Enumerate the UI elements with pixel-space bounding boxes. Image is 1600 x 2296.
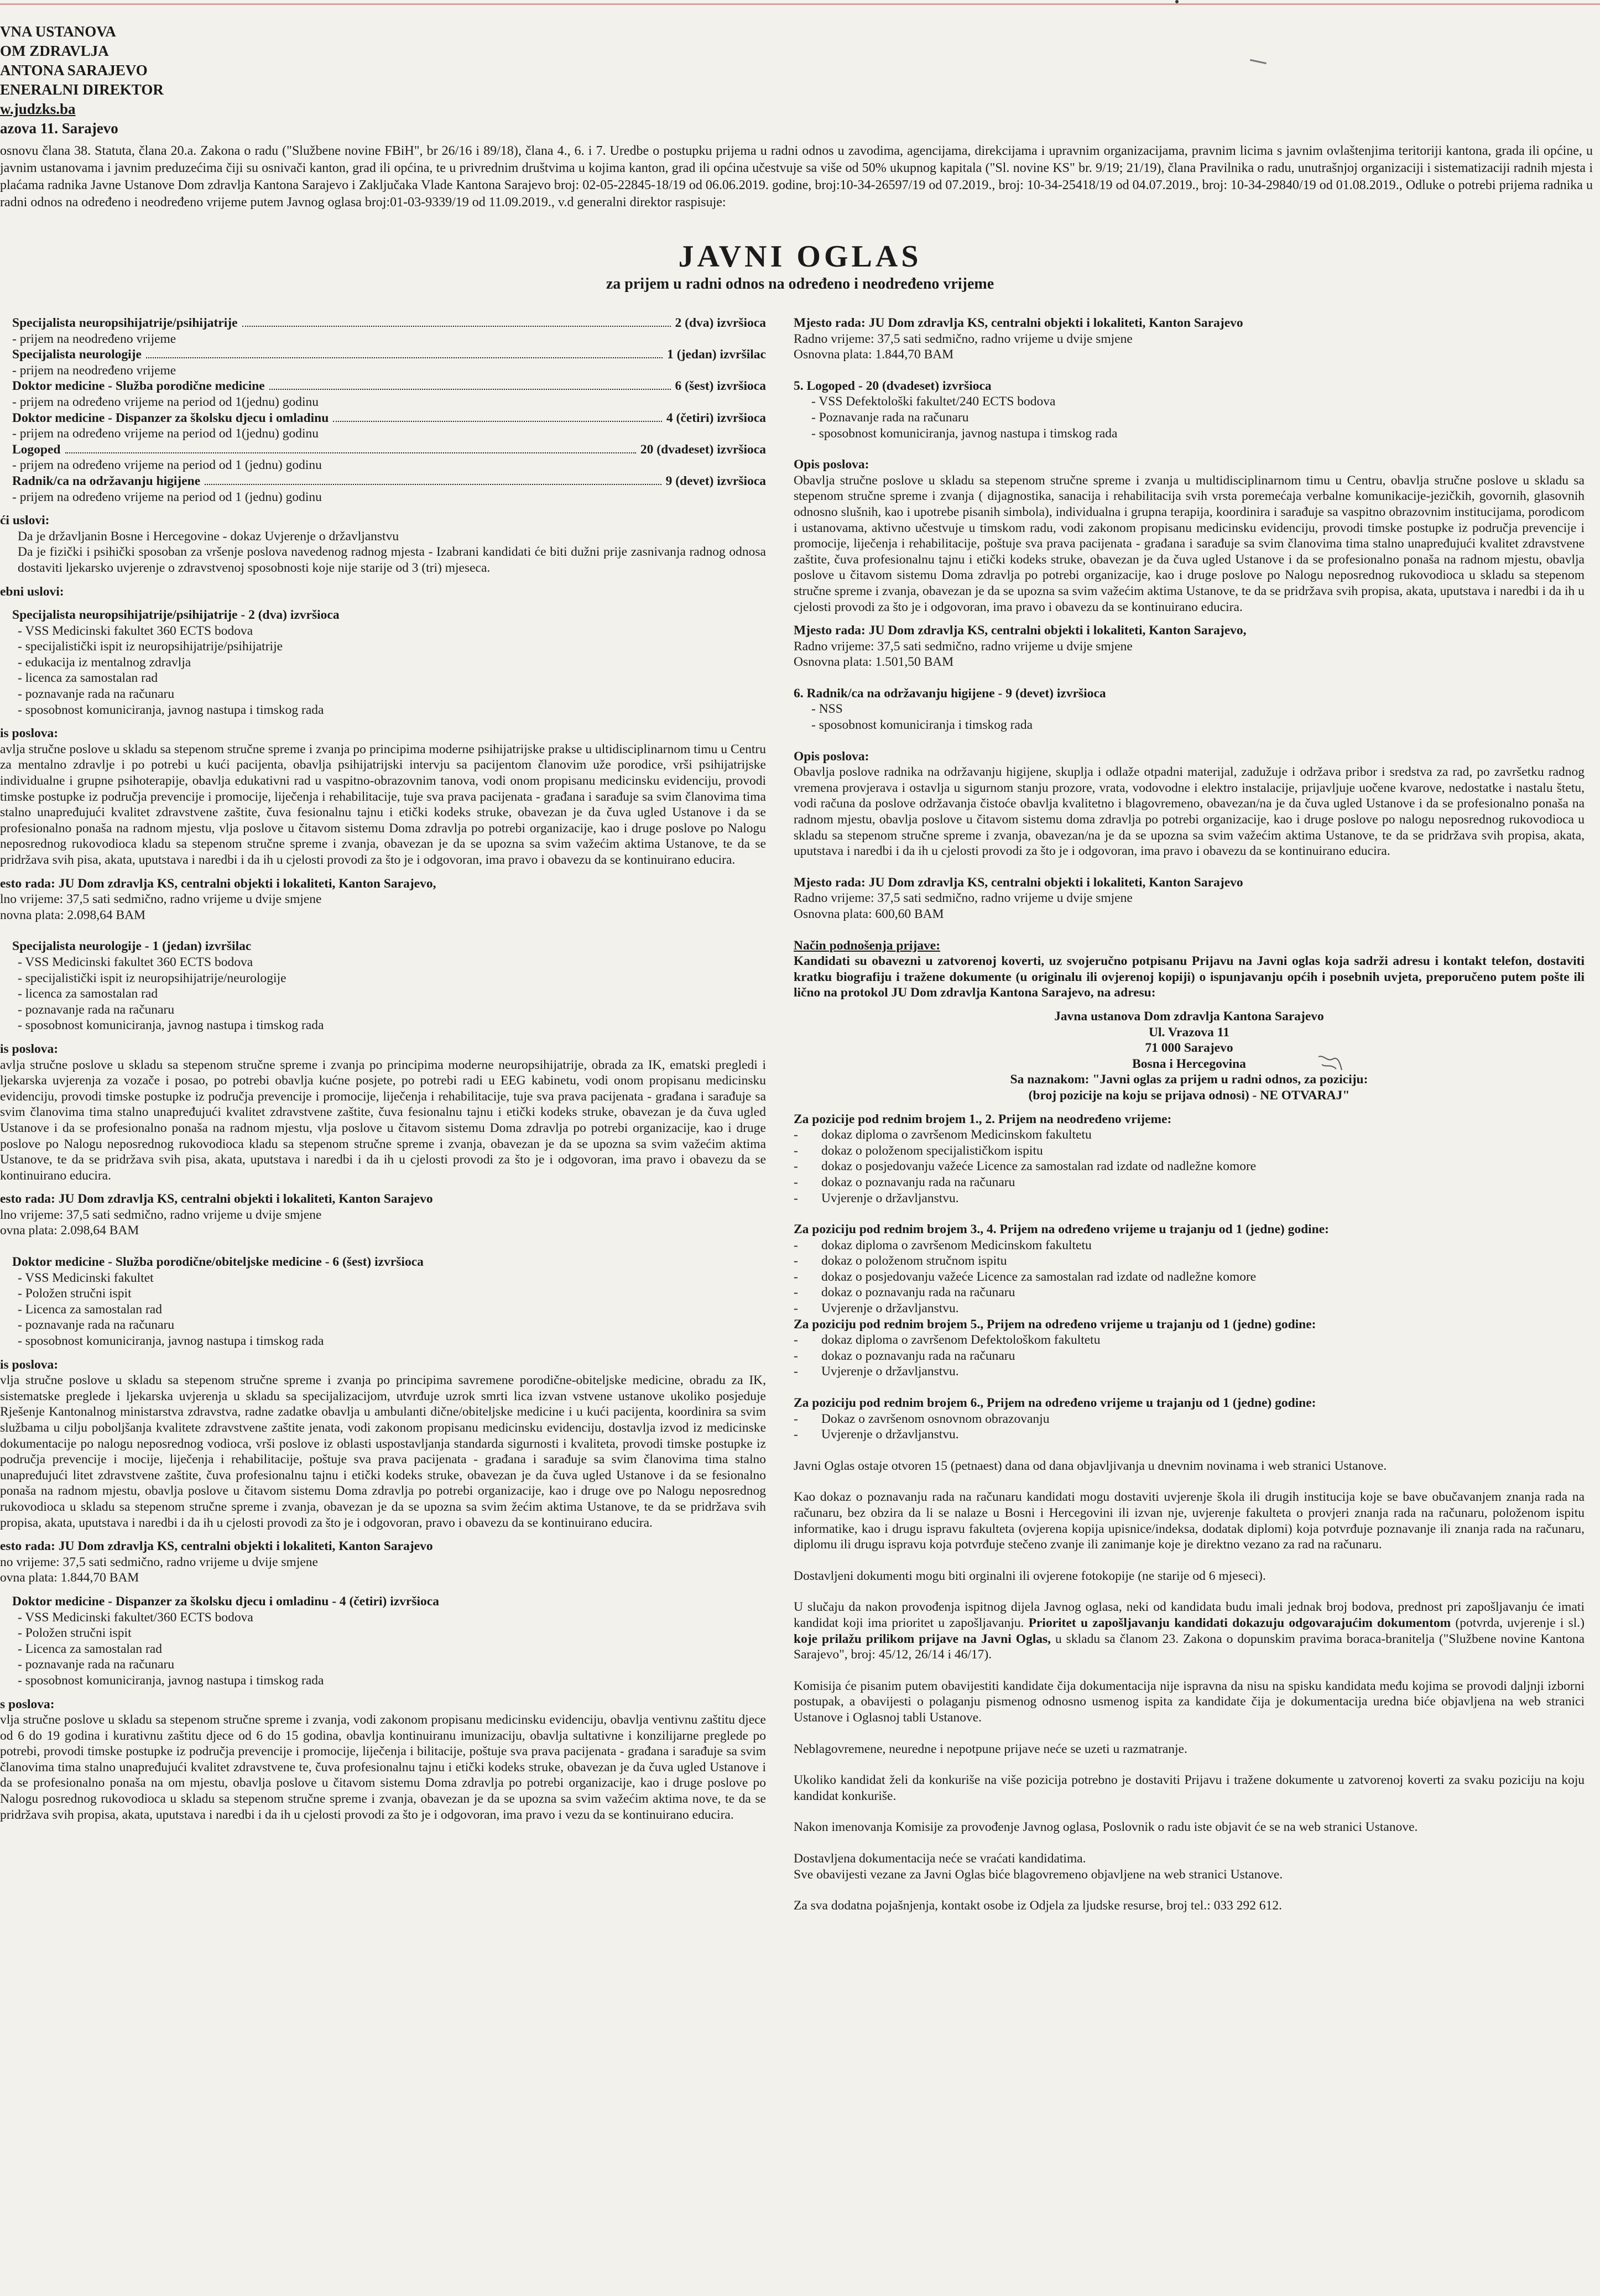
requirement: - poznavanje rada na računaru	[18, 1318, 175, 1333]
position-count: 4 (četiri) izvršioca	[666, 410, 766, 425]
header-line: ENERALNI DIREKTOR	[0, 81, 164, 98]
leader-dots	[146, 357, 663, 358]
base-salary: ovna plata: 1.844,70 BAM	[0, 1570, 139, 1585]
document-item: - Uvjerenje o državljanstvu.	[794, 1301, 959, 1316]
work-hours: lno vrijeme: 37,5 sati sedmično, radno vrijeme u dvije smjene	[0, 892, 322, 907]
requirement: - sposobnost komuniciranja i timskog rada	[811, 718, 1033, 733]
position-note: - prijem na određeno vrijeme na period od 1(jednu) godinu	[12, 426, 319, 441]
job-description-label: s poslova:	[0, 1697, 55, 1711]
document-item: - dokaz o posjedovanju važeće Licence za samostalan rad izdate od nadležne komore	[794, 1269, 1257, 1284]
closing-paragraph: Komisija će pisanim putem obavijestiti kandidate čija dokumentacija nije ispravna da nisu na spisku kandidata među kojima se provodi daljnji izborni postupak, a obavijesti o polaganju pismenog odnosno usmenog ispita za kandidate čija je dokumentacija uredna biće objavljena na web stranici Ustanove i Oglasnoj tabli Ustanove.	[794, 1678, 1585, 1725]
requirement: - poznavanje rada na računaru	[18, 1657, 175, 1672]
title-block	[0, 239, 1600, 294]
closing-paragraph: Javni Oglas ostaje otvoren 15 (petnaest) dana od dana objavljivanja u dnevnim novinama i web stranici Ustanove.	[794, 1458, 1387, 1473]
page-title: JAVNI OGLAS	[678, 239, 922, 274]
position-count: 20 (dvadeset) izvršioca	[640, 442, 766, 457]
document-item: - Uvjerenje o državljanstvu.	[794, 1427, 959, 1442]
leader-dots	[242, 326, 671, 327]
position-row	[0, 378, 766, 394]
closing-paragraph: Neblagovremene, neuredne i nepotpune prijave neće se uzeti u razmatranje.	[794, 1741, 1187, 1756]
closing-paragraph: Dostavljena dokumentacija neće se vraćati kandidatima.	[794, 1851, 1086, 1866]
requirement: - poznavanje rada na računaru	[18, 687, 175, 702]
requirement: - sposobnost komuniciranja, javnog nastupa i timskog rada	[18, 1018, 324, 1033]
base-salary: Osnovna plata: 600,60 BAM	[794, 907, 944, 921]
requirement: - specijalistički ispit iz neuropsihijatrije/psihijatrije	[18, 639, 283, 654]
address-line: 71 000 Sarajevo	[1145, 1041, 1233, 1056]
requirement: - VSS Medicinski fakultet	[18, 1270, 154, 1285]
right-column	[794, 315, 1585, 1914]
section-heading: Specijalista neurologije - 1 (jedan) izvršilac	[12, 939, 252, 954]
work-location: Mjesto rada: JU Dom zdravlja KS, centralni objekti i lokaliteti, Kanton Sarajevo,	[794, 623, 1247, 638]
documents-heading: Za poziciju pod rednim brojem 3., 4. Prijem na određeno vrijeme u trajanju od 1 (jedne) godine:	[794, 1222, 1330, 1237]
positions-list	[0, 315, 766, 505]
closing-paragraph: Kao dokaz o poznavanju rada na računaru kandidati mogu dostaviti uvjerenje škola ili drugih institucija koje se bave obučavanjem znanja rada na računaru, bez obzira da li se nalaze u Bosni i Hercegovini ili izvan nje, uvjerenje fakulteta o provjeri znanja rada na računaru, položenom ispitu informatike, kao i drugu ispravu fakulteta (ovjerena kopija upisnice/indeksa, dodatak diplomi) koja potvrđuje poznavanje ili znanja rada na računaru, diplomu ili drugu ispravu koja potvrđuje stečeno zvanje ili zanimanje koje je direktno vezano za rad na računaru.	[794, 1490, 1585, 1552]
requirement: - licenca za samostalan rad	[18, 987, 158, 1001]
address-line: (broj pozicije na koju se prijava odnosi) - NE OTVARAJ"	[1028, 1088, 1350, 1103]
requirement: - sposobnost komuniciranja, javnog nastupa i timskog rada	[18, 1673, 324, 1688]
document-item: - dokaz o posjedovanju važeće Licence za samostalan rad izdate od nadležne komore	[794, 1159, 1257, 1174]
document-item: - Uvjerenje o državljanstvu.	[794, 1364, 959, 1379]
work-hours: lno vrijeme: 37,5 sati sedmično, radno vrijeme u dvije smjene	[0, 1207, 322, 1222]
position-note: - prijem na određeno vrijeme na period od 1(jednu) godinu	[12, 394, 319, 409]
section-heading: Specijalista neuropsihijatrije/psihijatrije - 2 (dva) izvršioca	[12, 608, 340, 623]
general-condition: Da je fizički i psihički sposoban za vršenje poslova navedenog radnog mjesta - Izabrani kandidati će biti dužni prije zasnivanja radnog odnosa dostaviti ljekarsko uvjerenje o zdravstvenoj sposobnosti koje nije starije od 3 (tri) mjeseca.	[18, 545, 766, 575]
work-hours: Radno vrijeme: 37,5 sati sedmično, radno vrijeme u dvije smjene	[794, 331, 1133, 346]
requirement: - VSS Medicinski fakultet/360 ECTS bodova	[18, 1610, 253, 1625]
document-item: - dokaz diploma o završenom Medicinskom fakultetu	[794, 1128, 1092, 1142]
documents-heading: Za pozicije pod rednim brojem 1., 2. Prijem na neodređeno vrijeme:	[794, 1112, 1172, 1126]
requirement: - edukacija iz mentalnog zdravlja	[18, 655, 191, 670]
section-heading: 6. Radnik/ca na održavanju higijene - 9 (devet) izvršioca	[794, 686, 1106, 701]
job-description-label: Opis poslova:	[794, 749, 869, 764]
submission-text: Kandidati su obavezni u zatvorenoj koverti, uz svojeručno potpisanu Prijavu na Javni oglas koja sadrži adresu i kontakt telefon, dostaviti kratku biografiju i tražene dokumente (u originalu ili ovjerenoj kopiji) o ispunjavanju općih i posebnih uvjeta, preporučeno putem pošte ili lično na protokol JU Dom zdravlja Kantona Sarajevo, na adresu:	[794, 954, 1585, 1000]
leader-dots	[65, 452, 636, 453]
priority-paragraph: U slučaju da nakon provođenja ispitnog dijela Javnog oglasa, neki od kandidata budu imali jednak broj bodova, prednost pri zapošljavanju će imati kandidat koji ima prioritet u zapošljavanju. Prioritet u zapošljavanju kandidati dokazuju odgovarajućim dokumentom (potvrda, uvjerenje i sl.) koje prilažu prilikom prijave na Javni Oglas, u skladu sa članom 23. Zakona o dopunskim pravima boraca-branitelja ("Službene novine Kantona Sarajevo", broj: 45/12, 26/14 i 46/17).	[794, 1600, 1585, 1662]
position-row	[0, 347, 766, 363]
header-website[interactable]: w.judzks.ba	[0, 101, 76, 117]
header-address: azova 11. Sarajevo	[0, 120, 118, 137]
section-heading: Doktor medicine - Dispanzer za školsku djecu i omladinu - 4 (četiri) izvršioca	[12, 1594, 439, 1609]
position-row	[0, 473, 766, 489]
position-note: - prijem na neodređeno vrijeme	[12, 363, 176, 378]
position-note: - prijem na neodređeno vrijeme	[12, 331, 176, 346]
document-item: - dokaz o poznavanju rada na računaru	[794, 1285, 1015, 1300]
left-column	[0, 315, 766, 1823]
document-item: - dokaz o poznavanju rada na računaru	[794, 1175, 1015, 1189]
position-name: Specijalista neurologije	[12, 347, 142, 362]
print-mark	[1175, 0, 1179, 3]
closing-paragraph: Ukoliko kandidat želi da konkuriše na više pozicija potrebno je dostaviti Prijavu i tražene dokumente u zatvorenoj koverti za svaku poziciju na koju kandidat konkuriše.	[794, 1773, 1585, 1803]
work-details	[0, 1191, 766, 1239]
base-salary: Osnovna plata: 1.844,70 BAM	[794, 347, 954, 362]
section-heading: Doktor medicine - Služba porodične/obiteljske medicine - 6 (šest) izvršioca	[12, 1255, 424, 1270]
work-details	[794, 315, 1585, 363]
closing-paragraph: Dostavljeni dokumenti mogu biti orginalni ili ovjerene fotokopije (ne starije od 6 mjeseci).	[794, 1568, 1266, 1583]
position-note: - prijem na određeno vrijeme na period od 1 (jednu) godinu	[12, 458, 322, 473]
job-description: avlja stručne poslove u skladu sa stepenom stručne spreme i zvanja po principima moderne psihijatrijske prakse u ultidisciplinarnom timu u Centru za mentalno zdravlje i po potrebi u kući pacijenta, obavlja psihijatrijski intervju sa pacijentom članovim uže porodice, vrši psihijatrijske individualne i grupne psihoterapije, obavlja edukativni rad u vaspitno-obrazovnim tanova, vodi onom propisanu medicinsku evidenciju, provodi timske postupke iz područja prevencije i promocije, liječenja i rehabilitacije, tuje sva prava pacijenata - građana i sarađuje sa svim članovima tima stalno unapređujući kvalitet zdravstvene zaštite, čuva fesionalnu tajnu i etički kodeks struke, obavezan je da čuva ugled Ustanove i da se profesionalno ponaša na radnom mjestu, vlja poslove u čitavom sistemu Doma zdravlja po potrebi organizacije, kao i druge poslove po Nalogu neposrednog rukovodioca kladu sa stepenom stručne spreme i zvanja, obavezan je da se upozna sa svim važećim aktima Ustanove, te da se pridržava svih pisa, akata, uputstava i naredbi i da ih u cjelosti provodi za što je i odgovoran, ima pravo i obavezu da se kontinuirano educira.	[0, 742, 766, 867]
closing-paragraph: Nakon imenovanja Komisije za provođenje Javnog oglasa, Poslovnik o radu iste objavit će se na web stranici Ustanove.	[794, 1820, 1418, 1835]
leader-dots	[333, 421, 662, 422]
position-count: 1 (jedan) izvršilac	[667, 347, 766, 362]
work-location: esto rada: JU Dom zdravlja KS, centralni objekti i lokaliteti, Kanton Sarajevo,	[0, 876, 436, 891]
position-count: 6 (šest) izvršioca	[675, 379, 766, 394]
job-description-label: is poslova:	[0, 1357, 59, 1372]
position-count: 2 (dva) izvršioca	[675, 316, 766, 330]
position-name: Logoped	[12, 442, 61, 457]
work-details	[794, 623, 1585, 670]
job-description-label: is poslova:	[0, 1041, 59, 1056]
position-name: Specijalista neuropsihijatrije/psihijatrije	[12, 316, 238, 330]
requirement: - licenca za samostalan rad	[18, 671, 158, 686]
requirement: - sposobnost komuniciranja, javnog nastupa i timskog rada	[18, 1334, 324, 1349]
work-hours: Radno vrijeme: 37,5 sati sedmično, radno vrijeme u dvije smjene	[794, 891, 1133, 906]
requirement: - Licenca za samostalan rad	[18, 1302, 162, 1317]
document-item: - Dokaz o završenom osnovnom obrazovanju	[794, 1411, 1050, 1426]
mailing-address	[794, 1009, 1585, 1104]
page-top-rule	[0, 3, 1600, 5]
page-subtitle: za prijem u radni odnos na određeno i neodređeno vrijeme	[606, 275, 994, 293]
job-description-label: is poslova:	[0, 726, 59, 741]
special-conditions-heading: ebni uslovi:	[0, 584, 64, 599]
documents-heading: Za poziciju pod rednim brojem 6., Prijem na određeno vrijeme u trajanju od 1 (jedne) godine:	[794, 1396, 1316, 1411]
position-note: - prijem na određeno vrijeme na period od 1 (jednu) godinu	[12, 489, 322, 504]
work-details	[794, 875, 1585, 922]
general-conditions-heading: ći uslovi:	[0, 513, 50, 528]
position-row	[0, 315, 766, 331]
position-row	[0, 410, 766, 426]
job-description: Obavlja poslove radnika na održavanju higijene, skuplja i odlaže otpadni materijal, zadužuje i održava pribor i sredstva za rad, po završetku radnog vremena provjerava i ostavlja u sigurnom stanju prozore, vrata, vodovodne i elektro instalacije, prijavljuje uočene kvarove, nedostatke i nastalu štetu, vodi računa da poslove održavanja čistoće obavlja kvalitetno i blagovremeno, obavezan/na je da čuva ugled Ustanove i da se profesionalno ponaša na radnom mjestu, obavlja poslove u čitavom sistemu doma zdravlja po potrebi organizacije, kao i druge poslove po nalogu neposrednog rukovodioca u skladu sa stepenom stručne spreme i zvanja, obavezan/na je da se upozna sa svim važećim aktima Ustanove, te da se pridržava svih propisa, akata, uputstava i naredbi i da ih u cjelosti provodi za što je i odgovoran, ima pravo i obavezu da se kontinuirano educira.	[794, 765, 1585, 859]
address-line: Sa naznakom: "Javni oglas za prijem u radni odnos, za poziciju:	[1010, 1072, 1368, 1087]
base-salary: Osnovna plata: 1.501,50 BAM	[794, 655, 954, 670]
document-item: - Uvjerenje o državljanstvu.	[794, 1191, 959, 1206]
work-details	[0, 876, 766, 923]
base-salary: novna plata: 2.098,64 BAM	[0, 907, 146, 922]
requirement: - Poznavanje rada na računaru	[811, 410, 969, 425]
requirement: - Položen stručni ispit	[18, 1286, 132, 1301]
document-item: - dokaz o položenom specijalističkom ispitu	[794, 1143, 1043, 1158]
job-description-label: Opis poslova:	[794, 457, 869, 472]
work-hours: no vrijeme: 37,5 sati sedmično, radno vrijeme u dvije smjene	[0, 1554, 318, 1569]
document-item: - dokaz o položenom stručnom ispitu	[794, 1254, 1007, 1269]
requirement: - NSS	[811, 702, 843, 717]
position-name: Doktor medicine - Služba porodične medicine	[12, 379, 265, 394]
address-line: Javna ustanova Dom zdravlja Kantona Sarajevo	[1054, 1009, 1324, 1024]
work-details	[0, 1538, 766, 1586]
requirement: - VSS Medicinski fakultet 360 ECTS bodova	[18, 623, 253, 638]
document-item: - dokaz o poznavanju rada na računaru	[794, 1348, 1015, 1363]
general-condition: Da je državljanin Bosne i Hercegovine - dokaz Uvjerenje o državljanstvu	[18, 529, 399, 544]
submission-heading: Način podnošenja prijave:	[794, 938, 941, 953]
requirement: - specijalistički ispit iz neuropsihijatrije/neurologije	[18, 970, 286, 985]
document-item: - dokaz diploma o završenom Defektološkom fakultetu	[794, 1333, 1101, 1348]
closing-paragraph: Sve obavijesti vezane za Javni Oglas biće blagovremeno objavljene na web stranici Ustanove.	[794, 1867, 1283, 1882]
section-heading: 5. Logoped - 20 (dvadeset) izvršioca	[794, 378, 992, 393]
work-hours: Radno vrijeme: 37,5 sati sedmično, radno vrijeme u dvije smjene	[794, 639, 1133, 654]
position-name: Radnik/ca na održavanju higijene	[12, 473, 201, 488]
header-line: OM ZDRAVLJA	[0, 43, 109, 59]
position-count: 9 (devet) izvršioca	[665, 473, 766, 488]
requirement: - VSS Medicinski fakultet 360 ECTS bodova	[18, 954, 253, 969]
work-location: esto rada: JU Dom zdravlja KS, centralni objekti i lokaliteti, Kanton Sarajevo	[0, 1539, 433, 1554]
work-location: Mjesto rada: JU Dom zdravlja KS, centralni objekti i lokaliteti, Kanton Sarajevo	[794, 316, 1243, 330]
contact-paragraph: Za sva dodatna pojašnjenja, kontakt osobe iz Odjela za ljudske resurse, broj tel.: 033 292 612.	[794, 1898, 1282, 1913]
position-name: Doktor medicine - Dispanzer za školsku djecu i omladinu	[12, 410, 329, 425]
requirement: - sposobnost komuniciranja, javnog nastupa i timskog rada	[811, 426, 1118, 441]
institution-header	[0, 22, 387, 138]
requirement: - Položen stručni ispit	[18, 1626, 132, 1641]
pen-scribble	[1316, 1053, 1344, 1073]
work-location: Mjesto rada: JU Dom zdravlja KS, centralni objekti i lokaliteti, Kanton Sarajevo	[794, 875, 1243, 890]
legal-preamble: osnovu člana 38. Statuta, člana 20.a. Zakona o radu ("Službene novine FBiH", br 26/16 i 89/18), člana 4., 6. i 7. Uredbe o postupku prijema u radni odnos u zavodima, agencijama, direkcijama i upravnim organizacijama, pravnim licima s javnim ovlaštenjima teritoriji kantona, grada ili općine, u javnim ustanovama i javnim preduzećima čiji su osnivači kanton, grad ili općina, te u privrednim društvima u kojima kanton, grad ili općina učestvuje sa više od 50% ukupnog kapitala ("Sl. novine KS" br. 9/19; 21/19), člana Pravilnika o radu, unutrašnjoj organizaciji i sistematizaciji radnih mjesta i plaćama radnika Javne Ustanove Dom zdravlja Kantona Sarajevo i Zaključaka Vlade Kantona Sarajevo broj: 02-05-22845-18/19 od 06.06.2019. godine, broj:10-34-26597/19 od 07.2019., broj: 10-34-25418/19 od 04.07.2019., broj: 10-34-29840/19 od 01.08.2019., Odluke o potrebi prijema radnika u radni odnos na određeno i neodređeno vrijeme putem Javnog oglasa broj:01-03-9339/19 od 11.09.2019., v.d generalni direktor raspisuje:	[0, 144, 1593, 210]
requirement: - sposobnost komuniciranja, javnog nastupa i timskog rada	[18, 702, 324, 717]
header-line: ANTONA SARAJEVO	[0, 62, 148, 79]
position-row	[0, 442, 766, 458]
work-location: esto rada: JU Dom zdravlja KS, centralni objekti i lokaliteti, Kanton Sarajevo	[0, 1192, 433, 1207]
requirement: - Licenca za samostalan rad	[18, 1641, 162, 1656]
pen-mark	[1250, 59, 1267, 64]
document-item: - dokaz diploma o završenom Medicinskom fakultetu	[794, 1238, 1092, 1253]
requirement: - VSS Defektološki fakultet/240 ECTS bodova	[811, 394, 1056, 409]
leader-dots	[269, 389, 671, 390]
documents-heading: Za poziciju pod rednim brojem 5., Prijem na određeno vrijeme u trajanju od 1 (jedne) godine:	[794, 1317, 1316, 1332]
base-salary: ovna plata: 2.098,64 BAM	[0, 1223, 139, 1238]
job-description: avlja stručne poslove u skladu sa stepenom stručne spreme i zvanja po principima moderne neuropsihijatrije, obrada za IK, ematski pregledi i ljekarska uvjerenja za vozače i posao, po potrebi obavlja kućne posjete, po potrebi radi u EEG kabinetu, vodi onom propisanu medicinsku evidenciju, provodi timske postupke iz područja prevencije i promocije, liječenja i rehabilitacije, tuje sva prava pacijenata - građana i sarađuje sa svim članovima tima stalno unapređujući kvalitet zdravstvene zaštite, čuva fesionalnu tajnu i etički kodeks struke, obavezan je da čuva ugled Ustanove i da se profesionalno ponaša na radnom mjestu, vlja poslove u čitavom sistemu Doma zdravlja po potrebi organizacije, kao i druge poslove po Nalogu neposrednog rukovodioca kladu sa stepenom stručne spreme i zvanja, obavezan je da se upozna sa svim važećim aktima Ustanove, te da se pridržava svih pisa, akata, uputstava i naredbi i da ih u cjelosti provodi za što je i odgovoran, ima pravo i obavezu da se kontinuirano educira.	[0, 1057, 766, 1183]
job-description: vlja stručne poslove u skladu sa stepenom stručne spreme i zvanja po principima savremene porodične-obiteljske medicine, obradu za IK, sistematske preglede i ljekarska uvjerenja u skladu sa specijalizacijom, utvrđuje uzrok smrti lica izvan vstvene ustanove ukoliko posjeduje Rješenje Kantonalnog ministarstva zdravstva, radne zadatke obavlja u ambulanti dične/obiteljske medicine i u kući pacijenta, koordinira sa svim službama u cilju poboljšanja kvalitete zdravstvene zaštite jenata, vodi zakonom propisanu medicinsku evidenciju, dostavlja izvod iz medicinske dokumentacije po nalogu neposrednog vodioca, vrši poslove iz oblasti uspostavljanja standarda sigurnosti i kvaliteta, provodi timske postupke iz područja prevencije i mocije, liječenja i rehabilitacije, poštuje sva prava pacijenata - građana i sarađuje sa svim članovima tima stalno unapređujući litet zdravstvene zaštite, čuva profesionalnu tajnu i etički kodeks struke, obavezan je da čuva ugled Ustanove i da se fesionalno ponaša na radnom mjestu, obavlja poslove u čitavom sistemu Doma zdravlja po potrebi organizacije, kao i druge ove po Nalogu neposrednog rukovodioca u skladu sa stepenom stručne spreme i zvanja, obavezan je da se upozna sa svim žećim aktima Ustanove, te da se pridržava svih propisa, akata, uputstava i naredbi i da ih u cjelosti provodi za što je i odgovoran, pravo i obavezu da se kontinuirano educira.	[0, 1373, 766, 1530]
leader-dots	[205, 484, 661, 485]
job-description: Obavlja stručne poslove u skladu sa stepenom stručne spreme i zvanja u multidisciplinarnom timu u Centru, obavlja stručne poslove u skladu sa stepenom stručne spreme i zvanja ( dijagnostika, sanacija i rehabilitacija svih vrsta poremećaja verbalne komunikacije-jezičkih, govornih, glasovnih odnosno slušnih, kao i upotrebe pisanih simbola), individualna i grupna terapija, koordinira i sarađuje sa vaspitno obrazovnim institucijama, porodicom i ustanovama, aktivno učestvuje u timskom radu, vodi zakonom propisanu medicinsku evidenciju, provodi timske postupke iz područja prevencije i promocije, liječenja i rehabilitacije, poštuje sva prava pacijenata - građana i sarađuje sa svim članovima tima stalno unapređujući kvalitet zdravstvene zaštite, čuva profesionalnu tajnu i etički kodeks struke, obavezan je da čuva ugled Ustanove i da se profesionalno ponaša na radnom mjestu, obavlja poslove u čitavom sistemu Doma zdravlja po potrebi organizacije, kao i druge poslove po Nalogu neposrednog rukovodioca u skladu sa stepenom stručne spreme i zvanja, obavezan je da se upozna sa svim važećim aktima Ustanove, te da se pridržava svih propisa, akata, uputstava i naredbi i da ih u cjelosti provodi za što je i odgovoran, ima pravo i obavezu da se kontinuirano educira.	[794, 473, 1585, 614]
header-line: VNA USTANOVA	[0, 23, 116, 40]
address-line: Ul. Vrazova 11	[1149, 1025, 1229, 1040]
address-line: Bosna i Hercegovina	[1132, 1056, 1246, 1071]
requirement: - poznavanje rada na računaru	[18, 1002, 175, 1017]
job-description: vlja stručne poslove u skladu sa stepenom stručne spreme i zvanja, vodi zakonom propisanu medicinsku evidenciju, obavlja ventivnu zaštitu djece od 6 do 19 godina i kurativnu zaštitu djece od 6 do 15 godina, obavlja kontinuiranu imunizaciju, obavlja sultativne i konzilijarne preglede po potrebi, provodi timske postupke iz područja prevencije i promocije, liječenja i bilitacije, poštuje sva prava pacijenata - građana i sarađuje sa svim članovima tima stalno unapređujući kvalitet zdravstvene te, čuva profesionalnu tajnu i etički kodeks struke, obavezan je da čuva ugled Ustanove i da se profesionalno ponaša na om mjestu, obavlja poslove u čitavom sistemu Doma zdravlja po potrebi organizacije, kao i druge poslove po Nalogu posrednog rukovodioca u skladu sa stepenom stručne spreme i zvanja, obavezan je da se upozna sa svim važećim aktima nove, te da se pridržava svih propisa, akata, uputstava i naredbi i da ih u cjelosti provodi za što je i odgovoran, ima pravo i vezu da se kontinuirano educira.	[0, 1713, 766, 1822]
